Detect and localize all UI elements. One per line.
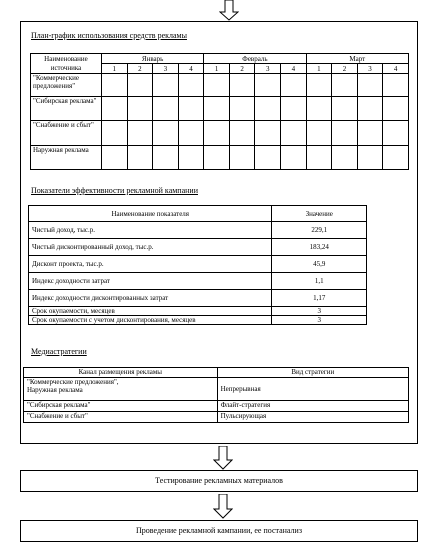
table-row <box>24 401 409 412</box>
strategy-type: Флайт-стратегия <box>217 401 408 412</box>
indicator-name: Срок окупаемости, месяцев <box>29 307 272 316</box>
table-row <box>31 121 409 146</box>
week-header: 1 <box>306 64 332 74</box>
table-row <box>29 307 367 316</box>
indicator-value: 1,17 <box>272 290 367 307</box>
media-col-channel: Канал размещения рекламы <box>24 368 218 378</box>
table-row <box>31 146 409 170</box>
indicator-value: 45,9 <box>272 256 367 273</box>
indicator-value: 229,1 <box>272 222 367 239</box>
week-header: 2 <box>229 64 255 74</box>
week-header: 4 <box>383 64 409 74</box>
week-header: 1 <box>101 64 127 74</box>
source-name: "Снабжение и сбыт" <box>31 121 102 146</box>
table-row <box>29 290 367 307</box>
advertising-plan-box <box>20 21 418 444</box>
step-testing-box: Тестирование рекламных материалов <box>20 470 418 492</box>
media-title: Медиастратегии <box>31 347 87 356</box>
week-header: 4 <box>178 64 204 74</box>
month-january: Январь <box>101 54 203 64</box>
source-name: Наружная реклама <box>31 146 102 170</box>
schedule-title: План-график использования средств рекламы <box>31 31 187 40</box>
strategy-type: Непрерывная <box>217 378 408 401</box>
indicator-name: Индекс доходности дисконтированных затрат <box>29 290 272 307</box>
week-header: 3 <box>357 64 383 74</box>
week-header: 2 <box>127 64 153 74</box>
indicator-name: Дисконт проекта, тыс.р. <box>29 256 272 273</box>
table-row <box>31 74 409 97</box>
indicator-name: Чистый дисконтированный доход, тыс.р. <box>29 239 272 256</box>
week-header: 2 <box>332 64 358 74</box>
media-table <box>23 367 409 423</box>
month-february: Февраль <box>204 54 306 64</box>
indicator-name: Срок окупаемости с учетом дисконтирования, месяцев <box>29 316 272 325</box>
table-row <box>29 273 367 290</box>
media-col-strategy: Вид стратегии <box>217 368 408 378</box>
source-header: Наименование источника <box>31 54 102 74</box>
efficiency-col-name: Наименование показателя <box>29 206 272 222</box>
channel-line: "Коммерческие предложения", <box>27 378 119 386</box>
month-march: Март <box>306 54 408 64</box>
source-name: "Сибирская реклама" <box>31 97 102 121</box>
indicator-value: 3 <box>272 307 367 316</box>
strategy-type: Пульсирующая <box>217 412 408 423</box>
table-row <box>31 97 409 121</box>
arrow-down-icon <box>213 494 233 519</box>
indicator-value: 183,24 <box>272 239 367 256</box>
week-header: 4 <box>281 64 307 74</box>
table-row <box>29 316 367 325</box>
table-row <box>29 222 367 239</box>
schedule-table <box>30 53 409 170</box>
channel-name <box>24 378 218 401</box>
indicator-name: Индекс доходности затрат <box>29 273 272 290</box>
week-header: 3 <box>153 64 179 74</box>
table-row <box>29 239 367 256</box>
efficiency-col-value: Значение <box>272 206 367 222</box>
table-row <box>29 256 367 273</box>
channel-name: "Сибирская реклама" <box>24 401 218 412</box>
arrow-down-icon <box>219 0 239 21</box>
efficiency-table <box>28 205 367 325</box>
week-header: 1 <box>204 64 230 74</box>
channel-name: "Снабжение и сбыт" <box>24 412 218 423</box>
indicator-value: 3 <box>272 316 367 325</box>
week-header: 3 <box>255 64 281 74</box>
table-row <box>24 412 409 423</box>
arrow-down-icon <box>213 446 233 470</box>
step-campaign-box: Проведение рекламной кампании, ее постанализ <box>20 520 418 542</box>
efficiency-title: Показатели эффективности рекламной кампании <box>31 186 198 195</box>
source-name: "Коммерческие предложения" <box>31 74 102 97</box>
indicator-value: 1,1 <box>272 273 367 290</box>
indicator-name: Чистый доход, тыс.р. <box>29 222 272 239</box>
table-row <box>24 378 409 401</box>
channel-line: Наружная реклама <box>27 386 83 394</box>
